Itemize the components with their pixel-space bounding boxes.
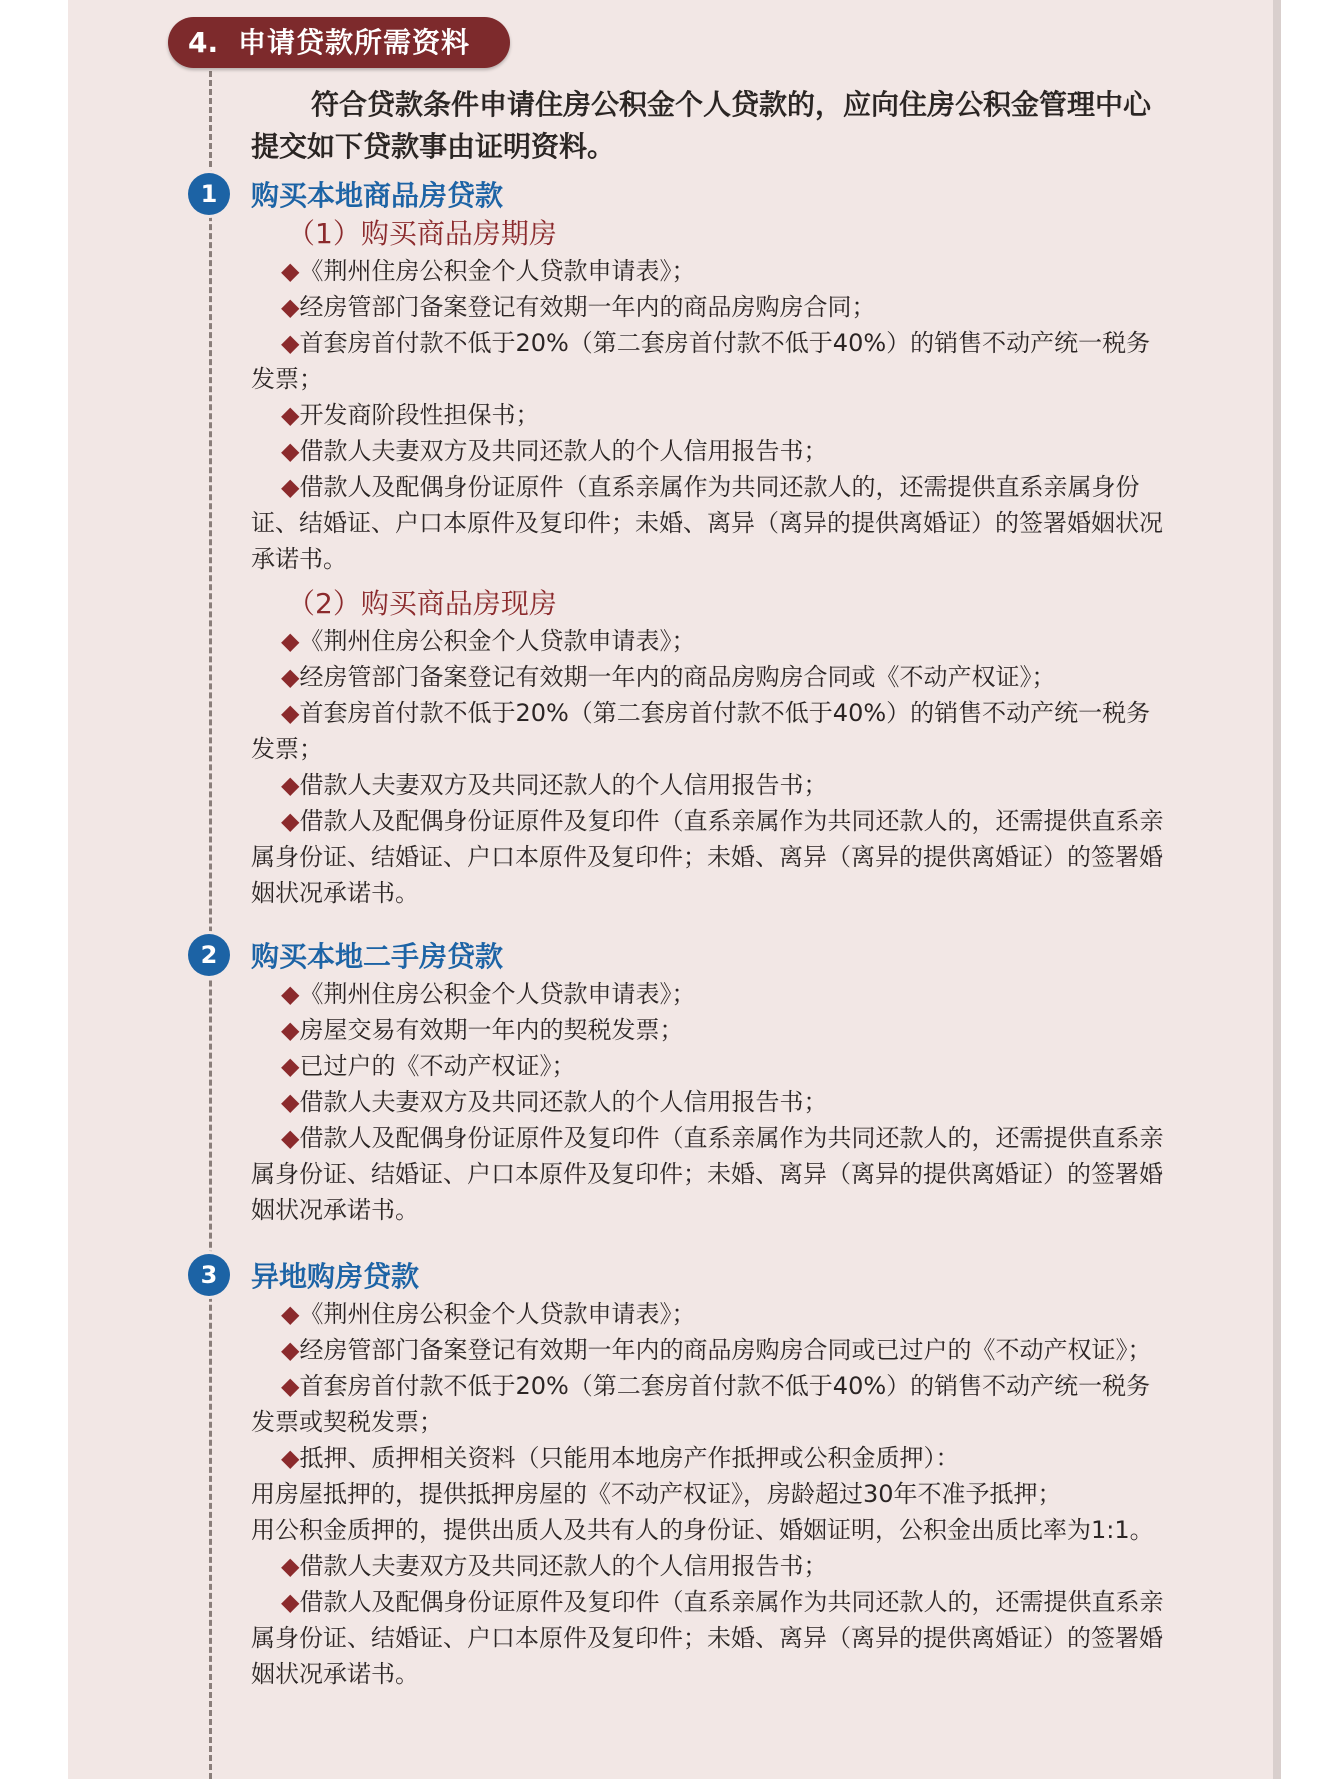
list-item: ◆借款人及配偶身份证原件及复印件（直系亲属作为共同还款人的，还需提供直系亲属身份证、结婚证、户口本原件及复印件；未婚、离异（离异的提供离婚证）的签署婚姻状况承诺书。 — [251, 1588, 1164, 1688]
list-item: ◆抵押、质押相关资料（只能用本地房产作抵押或公积金质押）： — [281, 1444, 960, 1472]
bullet-diamond-icon: ◆ — [281, 1372, 300, 1400]
bullet-diamond-icon: ◆ — [281, 1300, 300, 1328]
section-number: 4. — [188, 26, 219, 59]
bullet-diamond-icon: ◆ — [281, 1124, 300, 1152]
bullet-diamond-icon: ◆ — [281, 329, 300, 357]
section-badge-1: 1 — [188, 173, 230, 215]
item-list — [251, 623, 1171, 911]
list-item: ◆首套房首付款不低于20%（第二套房首付款不低于40%）的销售不动产统一税务发票； — [251, 329, 1151, 393]
bullet-diamond-icon: ◆ — [281, 807, 300, 835]
list-item: ◆借款人夫妻双方及共同还款人的个人信用报告书； — [281, 437, 828, 465]
bullet-diamond-icon: ◆ — [281, 1088, 300, 1116]
section-badge-2: 2 — [188, 934, 230, 976]
bullet-diamond-icon: ◆ — [281, 771, 300, 799]
section-header — [168, 17, 510, 68]
list-item: ◆借款人夫妻双方及共同还款人的个人信用报告书； — [281, 1088, 828, 1116]
bullet-diamond-icon: ◆ — [281, 1552, 300, 1580]
item-list — [251, 1296, 1171, 1692]
bullet-diamond-icon: ◆ — [281, 1588, 300, 1616]
item-list — [251, 253, 1171, 577]
item-list — [251, 976, 1171, 1228]
bullet-diamond-icon: ◆ — [281, 473, 300, 501]
list-item: ◆借款人及配偶身份证原件及复印件（直系亲属作为共同还款人的，还需提供直系亲属身份证、结婚证、户口本原件及复印件；未婚、离异（离异的提供离婚证）的签署婚姻状况承诺书。 — [251, 807, 1164, 907]
list-item: ◆首套房首付款不低于20%（第二套房首付款不低于40%）的销售不动产统一税务发票； — [251, 699, 1151, 763]
bullet-diamond-icon: ◆ — [281, 980, 300, 1008]
list-item: ◆《荆州住房公积金个人贷款申请表》； — [281, 980, 696, 1008]
bullet-diamond-icon: ◆ — [281, 1016, 300, 1044]
intro-paragraph: 符合贷款条件申请住房公积金个人贷款的，应向住房公积金管理中心提交如下贷款事由证明资料。 — [251, 88, 1152, 163]
list-item: ◆首套房首付款不低于20%（第二套房首付款不低于40%）的销售不动产统一税务发票或契税发票； — [251, 1372, 1151, 1436]
list-item: ◆《荆州住房公积金个人贷款申请表》； — [281, 1300, 696, 1328]
bullet-diamond-icon: ◆ — [281, 627, 300, 655]
sub-section-title-2: 购买本地二手房贷款 — [251, 940, 504, 973]
subsection-title-1-1: （1）购买商品房期房 — [287, 217, 557, 250]
section-badge-3: 3 — [188, 1254, 230, 1296]
list-item: ◆经房管部门备案登记有效期一年内的商品房购房合同； — [281, 293, 876, 321]
bullet-diamond-icon: ◆ — [281, 401, 300, 429]
timeline-dashed-line — [209, 62, 212, 1779]
list-item: ◆《荆州住房公积金个人贷款申请表》； — [281, 257, 696, 285]
list-item: ◆经房管部门备案登记有效期一年内的商品房购房合同或《不动产权证》； — [281, 663, 1056, 691]
subsection-title-1-2: （2）购买商品房现房 — [287, 587, 557, 620]
pledge-note: 用公积金质押的，提供出质人及共有人的身份证、婚姻证明，公积金出质比率为1:1。 — [251, 1516, 1154, 1544]
list-item: ◆开发商阶段性担保书； — [281, 401, 540, 429]
bullet-diamond-icon: ◆ — [281, 257, 300, 285]
right-edge-strip — [1273, 0, 1281, 1779]
bullet-diamond-icon: ◆ — [281, 437, 300, 465]
list-item: ◆经房管部门备案登记有效期一年内的商品房购房合同或已过户的《不动产权证》； — [281, 1336, 1152, 1364]
list-item: ◆借款人夫妻双方及共同还款人的个人信用报告书； — [281, 1552, 828, 1580]
sub-section-title-1: 购买本地商品房贷款 — [251, 179, 504, 212]
list-item: ◆《荆州住房公积金个人贷款申请表》； — [281, 627, 696, 655]
sub-section-title-3: 异地购房贷款 — [251, 1260, 420, 1293]
bullet-diamond-icon: ◆ — [281, 663, 300, 691]
bullet-diamond-icon: ◆ — [281, 1336, 300, 1364]
bullet-diamond-icon: ◆ — [281, 1052, 300, 1080]
list-item: ◆已过户的《不动产权证》； — [281, 1052, 576, 1080]
bullet-diamond-icon: ◆ — [281, 1444, 300, 1472]
list-item: ◆借款人及配偶身份证原件及复印件（直系亲属作为共同还款人的，还需提供直系亲属身份证、结婚证、户口本原件及复印件；未婚、离异（离异的提供离婚证）的签署婚姻状况承诺书。 — [251, 1124, 1164, 1224]
section-title: 申请贷款所需资料 — [238, 26, 471, 59]
bullet-diamond-icon: ◆ — [281, 699, 300, 727]
list-item: ◆房屋交易有效期一年内的契税发票； — [281, 1016, 684, 1044]
list-item: ◆借款人及配偶身份证原件（直系亲属作为共同还款人的，还需提供直系亲属身份证、结婚证、户口本原件及复印件；未婚、离异（离异的提供离婚证）的签署婚姻状况承诺书。 — [251, 473, 1163, 573]
bullet-diamond-icon: ◆ — [281, 293, 300, 321]
pledge-note: 用房屋抵押的，提供抵押房屋的《不动产权证》，房龄超过30年不准予抵押； — [251, 1480, 1062, 1508]
list-item: ◆借款人夫妻双方及共同还款人的个人信用报告书； — [281, 771, 828, 799]
